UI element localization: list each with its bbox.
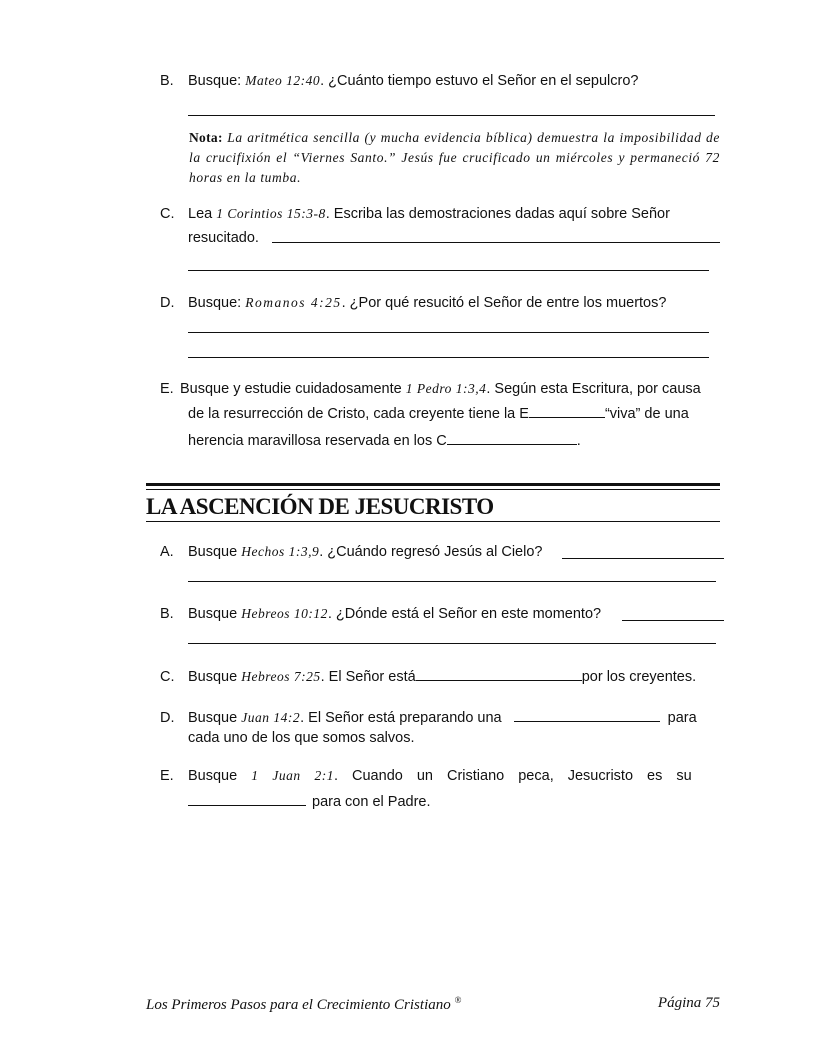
question-e-line2: para con el Padre. [188, 791, 431, 813]
question-b-sepulcro [160, 70, 720, 92]
question-text: Lea 1 Corintios 15:3-8. Escriba las demostraciones dadas aquí sobre Señor [188, 206, 670, 222]
scripture-ref: 1 Corintios 15:3-8 [216, 206, 326, 221]
scripture-ref: Hebreos 10:12 [241, 606, 328, 621]
fill-in-blank[interactable] [514, 707, 660, 722]
scripture-ref: Romanos 4:25 [245, 295, 342, 310]
question-d-preparando [160, 707, 725, 729]
answer-line[interactable] [188, 581, 716, 582]
scripture-ref: Mateo 12:40 [245, 73, 321, 88]
answer-line[interactable] [188, 115, 715, 116]
answer-line[interactable] [188, 643, 716, 644]
note-label: Nota: [189, 130, 223, 145]
question-d-por-que [160, 292, 720, 314]
answer-line[interactable] [188, 332, 709, 333]
question-text: Busque Hebreos 10:12. ¿Dónde está el Señor en este momento? [188, 606, 602, 622]
question-e-abogado [160, 765, 725, 787]
answer-line[interactable] [188, 357, 709, 358]
item-letter: D. [160, 295, 175, 311]
item-letter: C. [160, 669, 175, 685]
section-divider [146, 483, 720, 486]
note-paragraph [189, 128, 720, 188]
page-number: Página 75 [657, 995, 720, 1011]
scripture-ref: Juan 14:2 [241, 710, 301, 725]
footer-title: Los Primeros Pasos para el Crecimiento Cristiano ® [146, 995, 462, 1013]
question-c-esta [160, 666, 725, 688]
item-letter: C. [160, 206, 175, 222]
question-a-regreso [160, 541, 725, 563]
question-text: Busque 1 Juan 2:1. Cuando un Cristiano peca, Jesucristo es su [188, 768, 692, 784]
item-letter: E. [160, 768, 174, 784]
item-letter: D. [160, 710, 175, 726]
answer-line[interactable] [622, 620, 724, 621]
item-letter: B. [160, 73, 174, 89]
question-text: Busque Hechos 1:3,9. ¿Cuándo regresó Jesús al Cielo? [188, 544, 543, 560]
question-c-demostraciones [160, 203, 720, 225]
registered-mark: ® [454, 995, 462, 1005]
question-text: Busque y estudie cuidadosamente 1 Pedro 1:3,4. Según esta Escritura, por causa [180, 381, 701, 397]
scripture-ref: 1 Juan 2:1 [251, 768, 334, 783]
question-text: Busque Juan 14:2. El Señor está preparando una para [188, 710, 697, 726]
fill-in-blank[interactable] [529, 403, 605, 418]
question-text: Busque Hebreos 7:25. El Señor está por los creyentes. [188, 669, 696, 685]
answer-line[interactable] [272, 242, 720, 243]
question-d-line2: cada uno de los que somos salvos. [188, 730, 415, 746]
fill-in-blank[interactable] [447, 430, 577, 445]
section-divider [146, 489, 720, 490]
question-text: Busque: Romanos 4:25. ¿Por qué resucitó el Señor de entre los muertos? [188, 295, 667, 311]
section-heading: LA ASCENCIÓN DE JESUCRISTO [146, 493, 720, 522]
item-letter: B. [160, 606, 174, 622]
scripture-ref: Hechos 1:3,9 [241, 544, 320, 559]
question-c-line2: resucitado. [188, 230, 259, 246]
scripture-ref: Hebreos 7:25 [241, 669, 321, 684]
fill-in-blank[interactable] [188, 791, 306, 806]
question-e-line2: de la resurrección de Cristo, cada creyente tiene la E “viva” de una [188, 403, 728, 425]
question-text: Busque: Mateo 12:40. ¿Cuánto tiempo estuvo el Señor en el sepulcro? [188, 73, 639, 89]
fill-in-blank[interactable] [416, 666, 582, 681]
question-e-line3: herencia maravillosa reservada en los C . [188, 430, 728, 452]
question-e-resurreccion [160, 378, 725, 400]
answer-line[interactable] [188, 270, 709, 271]
item-letter: A. [160, 544, 174, 560]
question-b-donde [160, 603, 725, 625]
note-text: La aritmética sencilla (y mucha evidencia bíblica) demuestra la imposibilidad de la crucifixión el “Viernes Santo.” Jesús fue crucificado un miércoles y permaneció 72 horas en la tumba. [189, 130, 720, 185]
scripture-ref: 1 Pedro 1:3,4 [405, 381, 487, 396]
item-letter: E. [160, 381, 174, 397]
answer-line[interactable] [562, 558, 724, 559]
